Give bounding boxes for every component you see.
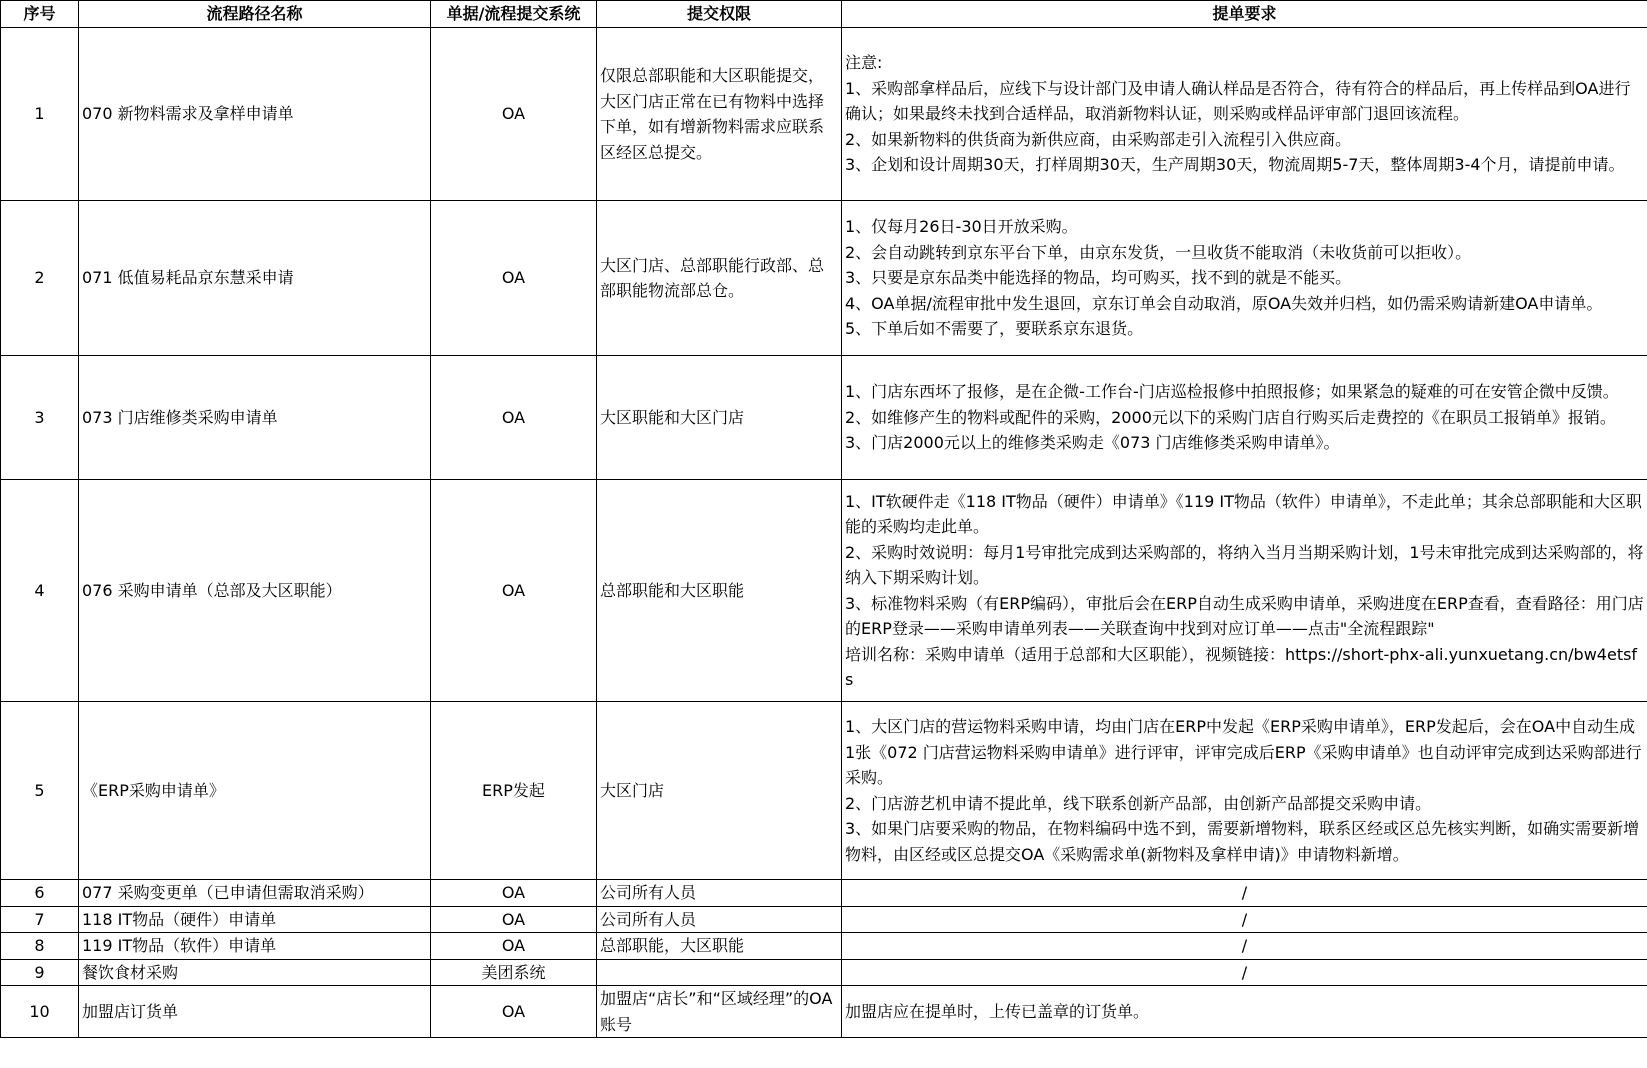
row-permission: 大区门店、总部职能行政部、总部职能物流部总仓。 (597, 201, 842, 356)
row-index: 2 (1, 201, 79, 356)
row-requirements: / (842, 933, 1647, 960)
row-process-name: 119 IT物品（软件）申请单 (79, 933, 431, 960)
requirement-line: 注意: (845, 53, 883, 73)
row-index: 3 (1, 356, 79, 480)
row-process-name: 加盟店订货单 (79, 986, 431, 1038)
row-submit-system: OA (431, 201, 597, 356)
row-index: 8 (1, 933, 79, 960)
requirement-line: 2、如果新物料的供货商为新供应商，由采购部走引入流程引入供应商。 (845, 129, 1352, 149)
requirement-line: 3、如果门店要采购的物品，在物料编码中选不到，需要新增物料，联系区经或区总先核实判断，如确实需要新增物料，由区经或区总提交OA《采购需求单(新物料及拿样申请)》申请物料新增。 (845, 819, 1640, 864)
table-row (1, 880, 1647, 907)
row-submit-system: OA (431, 356, 597, 480)
requirement-line: 5、下单后如不需要了，要联系京东退货。 (845, 319, 1144, 339)
row-permission: 大区职能和大区门店 (597, 356, 842, 480)
row-index: 7 (1, 906, 79, 933)
row-index: 5 (1, 702, 79, 880)
table-row (1, 933, 1647, 960)
row-requirements: / (842, 959, 1647, 986)
row-submit-system: OA (431, 28, 597, 201)
requirement-line: 1、大区门店的营运物料采购申请，均由门店在ERP中发起《ERP采购申请单》，ERP发起后，会在OA中自动生成1张《072 门店营运物料采购申请单》进行评审，评审完成后ERP《采购申请单》也自动评审完成到达采购部进行采购。 (845, 717, 1642, 787)
row-permission (597, 959, 842, 986)
row-permission: 大区门店 (597, 702, 842, 880)
row-process-name: 077 采购变更单（已申请但需取消采购） (79, 880, 431, 907)
row-requirements (842, 702, 1647, 880)
requirement-line: 3、标准物料采购（有ERP编码），审批后会在ERP自动生成采购申请单，采购进度在ERP查看，查看路径：用门店的ERP登录——采购申请单列表——关联查询中找到对应订单——点击"全流程跟踪" (845, 593, 1644, 638)
row-submit-system: OA (431, 933, 597, 960)
requirement-line: 2、采购时效说明：每月1号审批完成到达采购部的，将纳入当月当期采购计划，1号未审批完成到达采购部的，将纳入下期采购计划。 (845, 542, 1644, 587)
row-index: 1 (1, 28, 79, 201)
row-permission: 加盟店“店长”和“区域经理”的OA账号 (597, 986, 842, 1038)
row-index: 6 (1, 880, 79, 907)
header-requirements: 提单要求 (842, 1, 1647, 28)
row-process-name: 餐饮食材采购 (79, 959, 431, 986)
row-requirements (842, 28, 1647, 201)
table-row (1, 28, 1647, 201)
requirement-line: 3、只要是京东品类中能选择的物品，均可购买，找不到的就是不能买。 (845, 268, 1352, 288)
row-permission: 仅限总部职能和大区职能提交，大区门店正常在已有物料中选择下单，如有增新物料需求应联系区经区总提交。 (597, 28, 842, 201)
row-requirements: / (842, 880, 1647, 907)
row-index: 9 (1, 959, 79, 986)
requirement-line: 2、门店游艺机申请不提此单，线下联系创新产品部，由创新产品部提交采购申请。 (845, 793, 1432, 813)
requirement-line: 1、IT软硬件走《118 IT物品（硬件）申请单》《119 IT物品（软件）申请单》，不走此单；其余总部职能和大区职能的采购均走此单。 (845, 491, 1642, 536)
row-submit-system: ERP发起 (431, 702, 597, 880)
requirement-line: 2、如维修产生的物料或配件的采购，2000元以下的采购门店自行购买后走费控的《在职员工报销单》报销。 (845, 407, 1616, 427)
requirement-line: 3、企划和设计周期30天，打样周期30天，生产周期30天，物流周期5-7天，整体周期3-4个月，请提前申请。 (845, 155, 1625, 175)
table-row (1, 702, 1647, 880)
table-row (1, 480, 1647, 702)
row-submit-system: OA (431, 906, 597, 933)
requirement-line: 1、门店东西坏了报修，是在企微-工作台-门店巡检报修中拍照报修；如果紧急的疑难的可在安管企微中反馈。 (845, 382, 1619, 402)
requirement-line: 4、OA单据/流程审批中发生退回，京东订单会自动取消，原OA失效并归档，如仍需采购请新建OA申请单。 (845, 293, 1603, 313)
row-submit-system: 美团系统 (431, 959, 597, 986)
table-row (1, 906, 1647, 933)
row-permission: 总部职能，大区职能 (597, 933, 842, 960)
requirement-line: 2、会自动跳转到京东平台下单，由京东发货，一旦收货不能取消（未收货前可以拒收）。 (845, 242, 1472, 262)
row-index: 4 (1, 480, 79, 702)
row-requirements (842, 201, 1647, 356)
requirement-line: 培训名称：采购申请单（适用于总部和大区职能），视频链接：https://short-phx-ali.yunxuetang.cn/bw4etsfs (845, 644, 1638, 689)
row-requirements (842, 356, 1647, 480)
requirement-line: 1、采购部拿样品后，应线下与设计部门及申请人确认样品是否符合，待有符合的样品后，再上传样品到OA进行确认；如果最终未找到合适样品，取消新物料认证，则采购或样品评审部门退回该流程。 (845, 78, 1631, 124)
header-submit-system: 单据/流程提交系统 (431, 1, 597, 28)
row-submit-system: OA (431, 480, 597, 702)
header-index: 序号 (1, 1, 79, 28)
row-process-name: 071 低值易耗品京东慧采申请 (79, 201, 431, 356)
row-index: 10 (1, 986, 79, 1038)
table-row (1, 356, 1647, 480)
row-requirements: / (842, 906, 1647, 933)
header-row (1, 1, 1647, 28)
header-process-name: 流程路径名称 (79, 1, 431, 28)
table-row (1, 201, 1647, 356)
row-process-name: 118 IT物品（硬件）申请单 (79, 906, 431, 933)
row-submit-system: OA (431, 986, 597, 1038)
row-process-name: 073 门店维修类采购申请单 (79, 356, 431, 480)
row-process-name: 076 采购申请单（总部及大区职能） (79, 480, 431, 702)
row-permission: 总部职能和大区职能 (597, 480, 842, 702)
requirement-line: 1、仅每月26日-30日开放采购。 (845, 217, 1078, 237)
row-process-name: 070 新物料需求及拿样申请单 (79, 28, 431, 201)
table-row (1, 959, 1647, 986)
row-permission: 公司所有人员 (597, 880, 842, 907)
table-row (1, 986, 1647, 1038)
header-permission: 提交权限 (597, 1, 842, 28)
requirement-line: 3、门店2000元以上的维修类采购走《073 门店维修类采购申请单》。 (845, 433, 1340, 453)
row-requirements: 加盟店应在提单时，上传已盖章的订货单。 (842, 986, 1647, 1038)
row-submit-system: OA (431, 880, 597, 907)
row-permission: 公司所有人员 (597, 906, 842, 933)
row-requirements (842, 480, 1647, 702)
row-process-name: 《ERP采购申请单》 (79, 702, 431, 880)
